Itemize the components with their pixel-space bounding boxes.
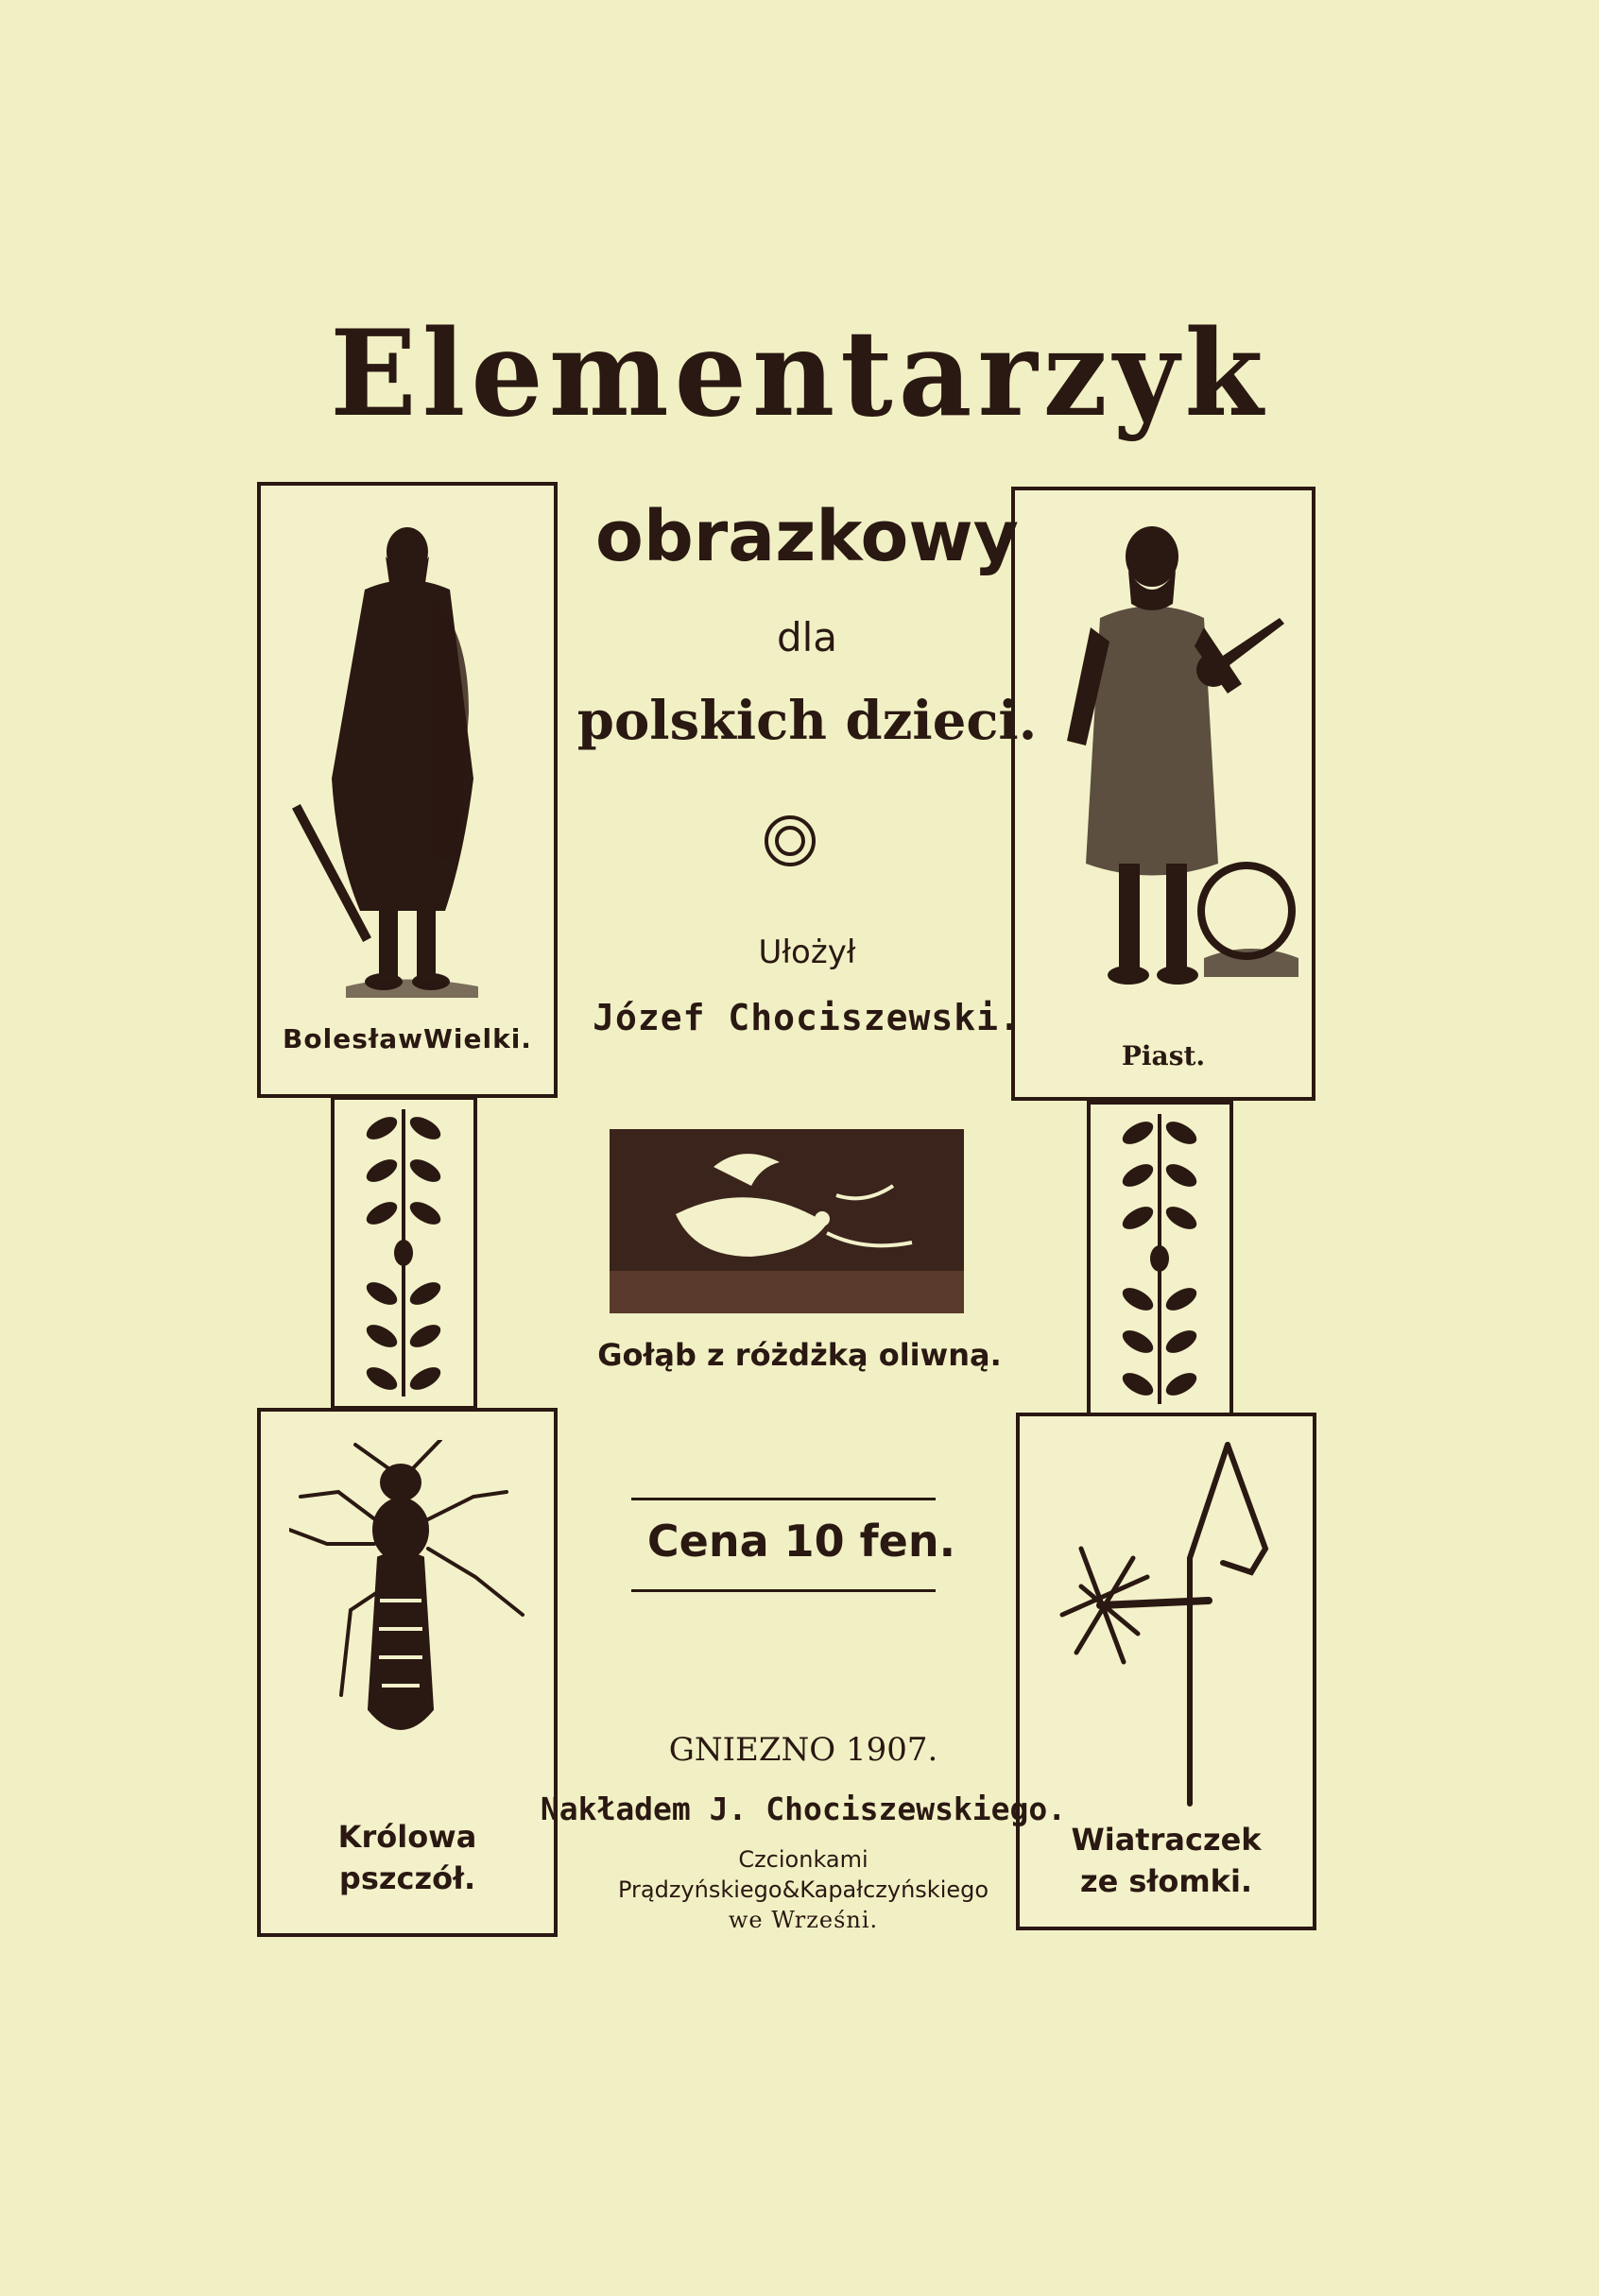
dove-caption: Gołąb z różdżką oliwną. xyxy=(597,1337,1002,1373)
piast-peasant-illustration xyxy=(1034,514,1298,1005)
straw-windmill-illustration xyxy=(1043,1435,1298,1832)
printed-with: Czcionkami xyxy=(738,1846,868,1873)
price-rule-top xyxy=(631,1498,936,1500)
caption-windmill-line1: Wiatraczek xyxy=(1071,1822,1262,1858)
author-name: Józef Chociszewski. xyxy=(593,997,1022,1038)
subtitle: obrazkowy xyxy=(595,496,1019,577)
caption-queen-bee-line2: pszczół. xyxy=(338,1860,476,1896)
caption-windmill-line2: ze słomki. xyxy=(1079,1863,1253,1899)
audience-line: polskich dzieci. xyxy=(576,690,1038,752)
caption-boleslaw: BolesławWielki. xyxy=(283,1023,532,1054)
publisher: Nakładem J. Chociszewskiego. xyxy=(540,1791,1067,1827)
price: Cena 10 fen. xyxy=(646,1516,956,1567)
printers: Prądzyńskiego&Kapałczyńskiego xyxy=(617,1876,989,1903)
book-title: Elementarzyk xyxy=(330,303,1269,444)
price-rule-bottom xyxy=(631,1589,936,1592)
double-circle-icon xyxy=(762,813,818,869)
dove-with-olive-branch-illustration xyxy=(610,1129,964,1313)
king-boleslaw-illustration xyxy=(289,514,525,1005)
caption-piast: Piast. xyxy=(1121,1040,1206,1071)
printer-location: we Wrześni. xyxy=(728,1907,879,1933)
arranged-by-label: Ułożył xyxy=(758,934,856,971)
for-word: dla xyxy=(776,614,838,660)
place-year: GNIEZNO 1907. xyxy=(668,1731,938,1769)
caption-queen-bee-line1: Królowa xyxy=(337,1819,477,1855)
